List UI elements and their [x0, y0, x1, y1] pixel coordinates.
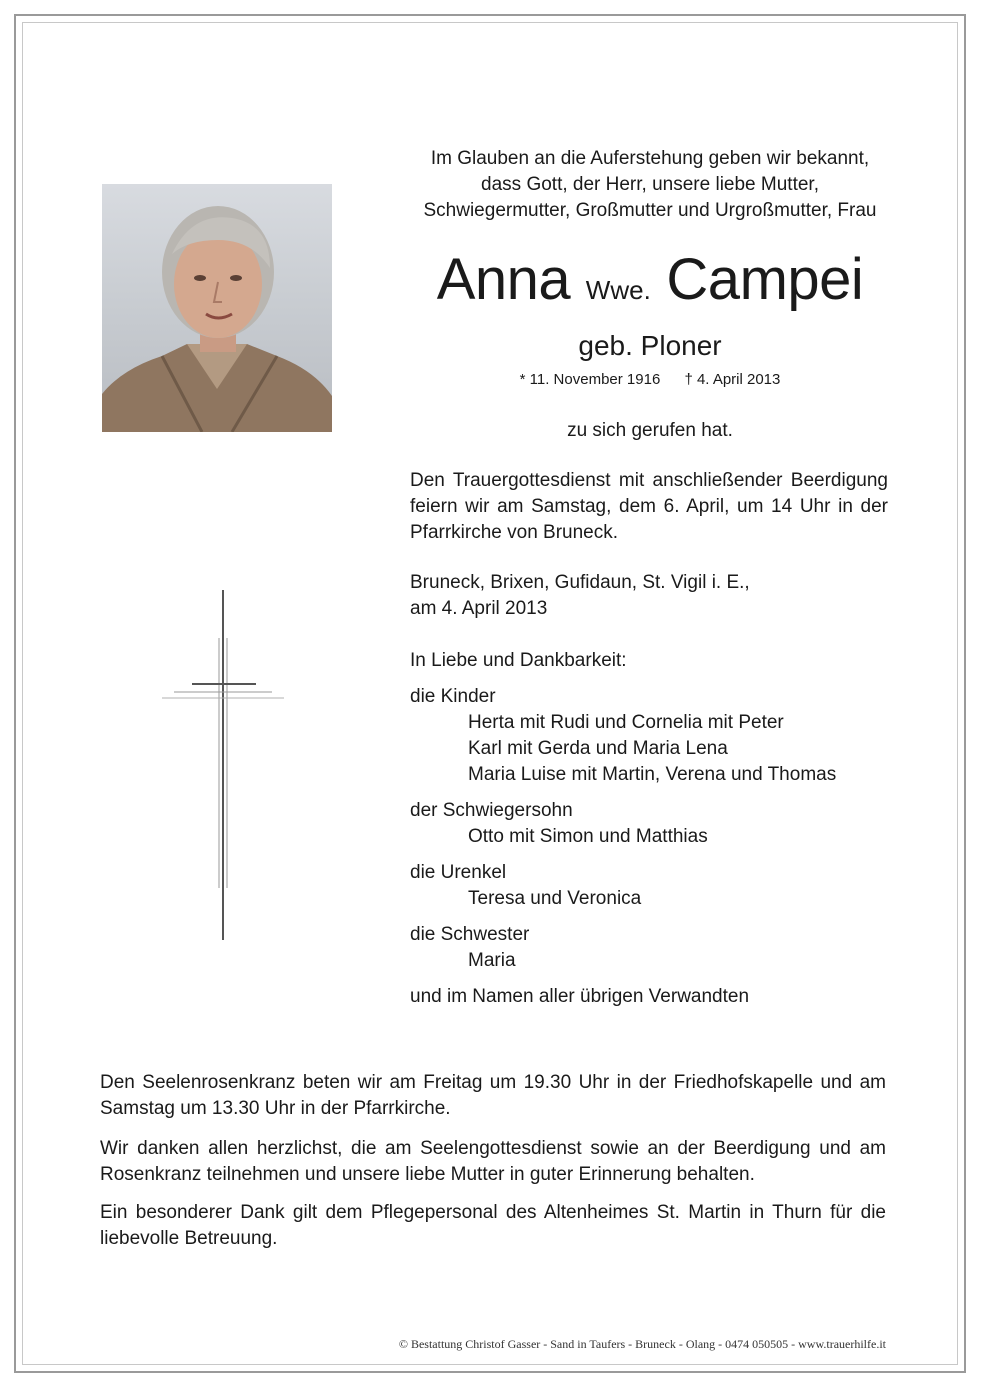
footer-imprint: © Bestattung Christof Gasser - Sand in Taufers - Bruneck - Olang - 0474 050505 - www.trauerhilfe.it: [398, 1337, 886, 1351]
love-gratitude: In Liebe und Dankbarkeit:: [410, 650, 627, 671]
mourner-member: Teresa und Veronica: [468, 888, 642, 909]
special-thanks-text: Ein besonderer Dank gilt dem Pflegepersonal des Altenheimes St. Martin in Thurn für die liebevolle Betreuung.: [100, 1202, 886, 1249]
mourner-member: Otto mit Simon und Matthias: [468, 826, 708, 847]
mourner-member: Maria: [468, 950, 516, 971]
life-dates: [380, 370, 920, 390]
portrait-photo: [102, 184, 332, 432]
date-line: am 4. April 2013: [410, 598, 548, 619]
thanks-text: Wir danken allen herzlichst, die am Seelengottesdienst sowie an der Beerdigung und am Rosenkranz teilnehmen und unsere liebe Mutter in guter Erinnerung behalten.: [100, 1138, 886, 1185]
mourner-member: Maria Luise mit Martin, Verena und Thomas: [468, 764, 837, 785]
birth-date: * 11. November 1916: [519, 371, 661, 388]
called-text: zu sich gerufen hat.: [567, 420, 733, 441]
mourner-member: Karl mit Gerda und Maria Lena: [468, 738, 728, 759]
mourner-member: Herta mit Rudi und Cornelia mit Peter: [468, 712, 784, 733]
intro-line: Schwiegermutter, Großmutter und Urgroßmutter, Frau: [423, 200, 877, 221]
mourner-group-sister: die Schwester: [410, 924, 530, 945]
relatives-text: und im Namen aller übrigen Verwandten: [410, 986, 750, 1007]
cross-icon: [160, 588, 290, 949]
last-name: Campei: [666, 247, 864, 312]
deceased-name: [380, 240, 920, 330]
intro-text: [380, 146, 920, 224]
death-date: † 4. April 2013: [684, 371, 781, 388]
place-date: [410, 570, 888, 622]
intro-line: dass Gott, der Herr, unsere liebe Mutter,: [481, 174, 819, 195]
place-line: Bruneck, Brixen, Gufidaun, St. Vigil i. E.,: [410, 572, 750, 593]
funeral-service-text: Den Trauergottesdienst mit anschließender Beerdigung feiern wir am Samstag, dem 6. April, um 14 Uhr in der Pfarrkirche von Bruneck.: [410, 470, 888, 543]
mourner-group-son-in-law: der Schwiegersohn: [410, 800, 573, 821]
maiden-name: geb. Ploner: [578, 330, 722, 361]
mourner-group-children: die Kinder: [410, 686, 496, 707]
mourner-group-great-grandchildren: die Urenkel: [410, 862, 507, 883]
widow-label: Wwe.: [585, 275, 651, 305]
rosary-text: Den Seelenrosenkranz beten wir am Freitag um 19.30 Uhr in der Friedhofskapelle und am Samstag um 13.30 Uhr in der Pfarrkirche.: [100, 1072, 886, 1119]
first-name: Anna: [436, 247, 571, 312]
intro-line: Im Glauben an die Auferstehung geben wir bekannt,: [430, 148, 870, 169]
